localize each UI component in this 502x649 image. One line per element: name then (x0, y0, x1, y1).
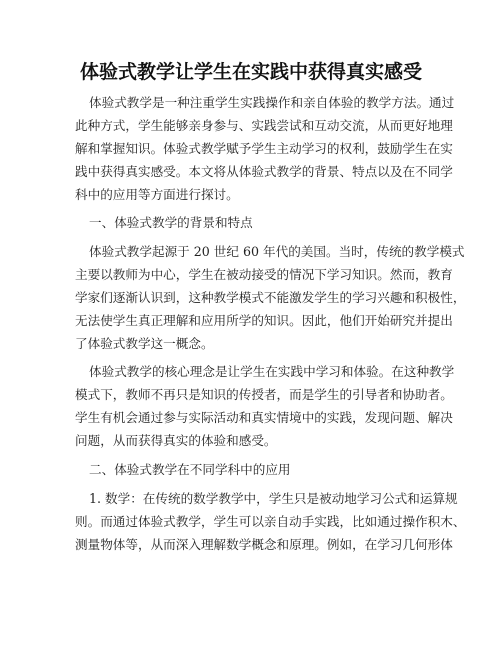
paragraph-line: 了体验式教学这一概念。 (75, 336, 214, 351)
paragraph-line: 体验式教学起源于 20 世纪 60 年代的美国。当时，传统的教学模式 (89, 244, 465, 259)
paragraph-line: 此种方式，学生能够亲身参与、实践尝试和互动交流，从而更好地理 (75, 118, 453, 133)
paragraph-line: 体验式教学的核心理念是让学生在实践中学习和体验。在这种教学 (89, 364, 455, 379)
section-heading: 一、体验式教学的背景和特点 (89, 215, 253, 230)
paragraph-line: 模式下，教师不再只是知识的传授者，而是学生的引导者和协助者。 (75, 387, 453, 402)
paragraph-line: 科中的应用等方面进行探讨。 (75, 187, 239, 202)
paragraph-line: 测量物体等，从而深入理解数学概念和原理。例如，在学习几何形体 (75, 537, 453, 552)
paragraph-line: 践中获得真实感受。本文将从体验式教学的背景、特点以及在不同学 (75, 164, 453, 179)
paragraph-line: 解和掌握知识。体验式教学赋予学生主动学习的权利，鼓励学生在实 (75, 141, 453, 156)
paragraph-line: 1. 数学：在传统的数学教学中，学生只是被动地学习公式和运算规 (89, 491, 458, 506)
paragraph-line: 主要以教师为中心，学生在被动接受的情况下学习知识。然而，教育 (75, 267, 453, 282)
section-heading: 二、体验式教学在不同学科中的应用 (89, 462, 291, 477)
paragraph-line: 学家们逐渐认识到，这种教学模式不能激发学生的学习兴趣和积极性， (75, 290, 466, 305)
paragraph-line: 学生有机会通过参与实际活动和真实情境中的实践，发现问题、解决 (75, 410, 453, 425)
paragraph-line: 问题，从而获得真实的体验和感受。 (75, 433, 277, 448)
paragraph-line: 体验式教学是一种注重学生实践操作和亲自体验的教学方法。通过 (89, 95, 455, 110)
document-title: 体验式教学让学生在实践中获得真实感受 (79, 61, 422, 83)
paragraph-line: 则。而通过体验式教学，学生可以亲自动手实践，比如通过操作积木、 (75, 514, 466, 529)
paragraph-line: 无法使学生真正理解和应用所学的知识。因此，他们开始研究并提出 (75, 313, 453, 328)
